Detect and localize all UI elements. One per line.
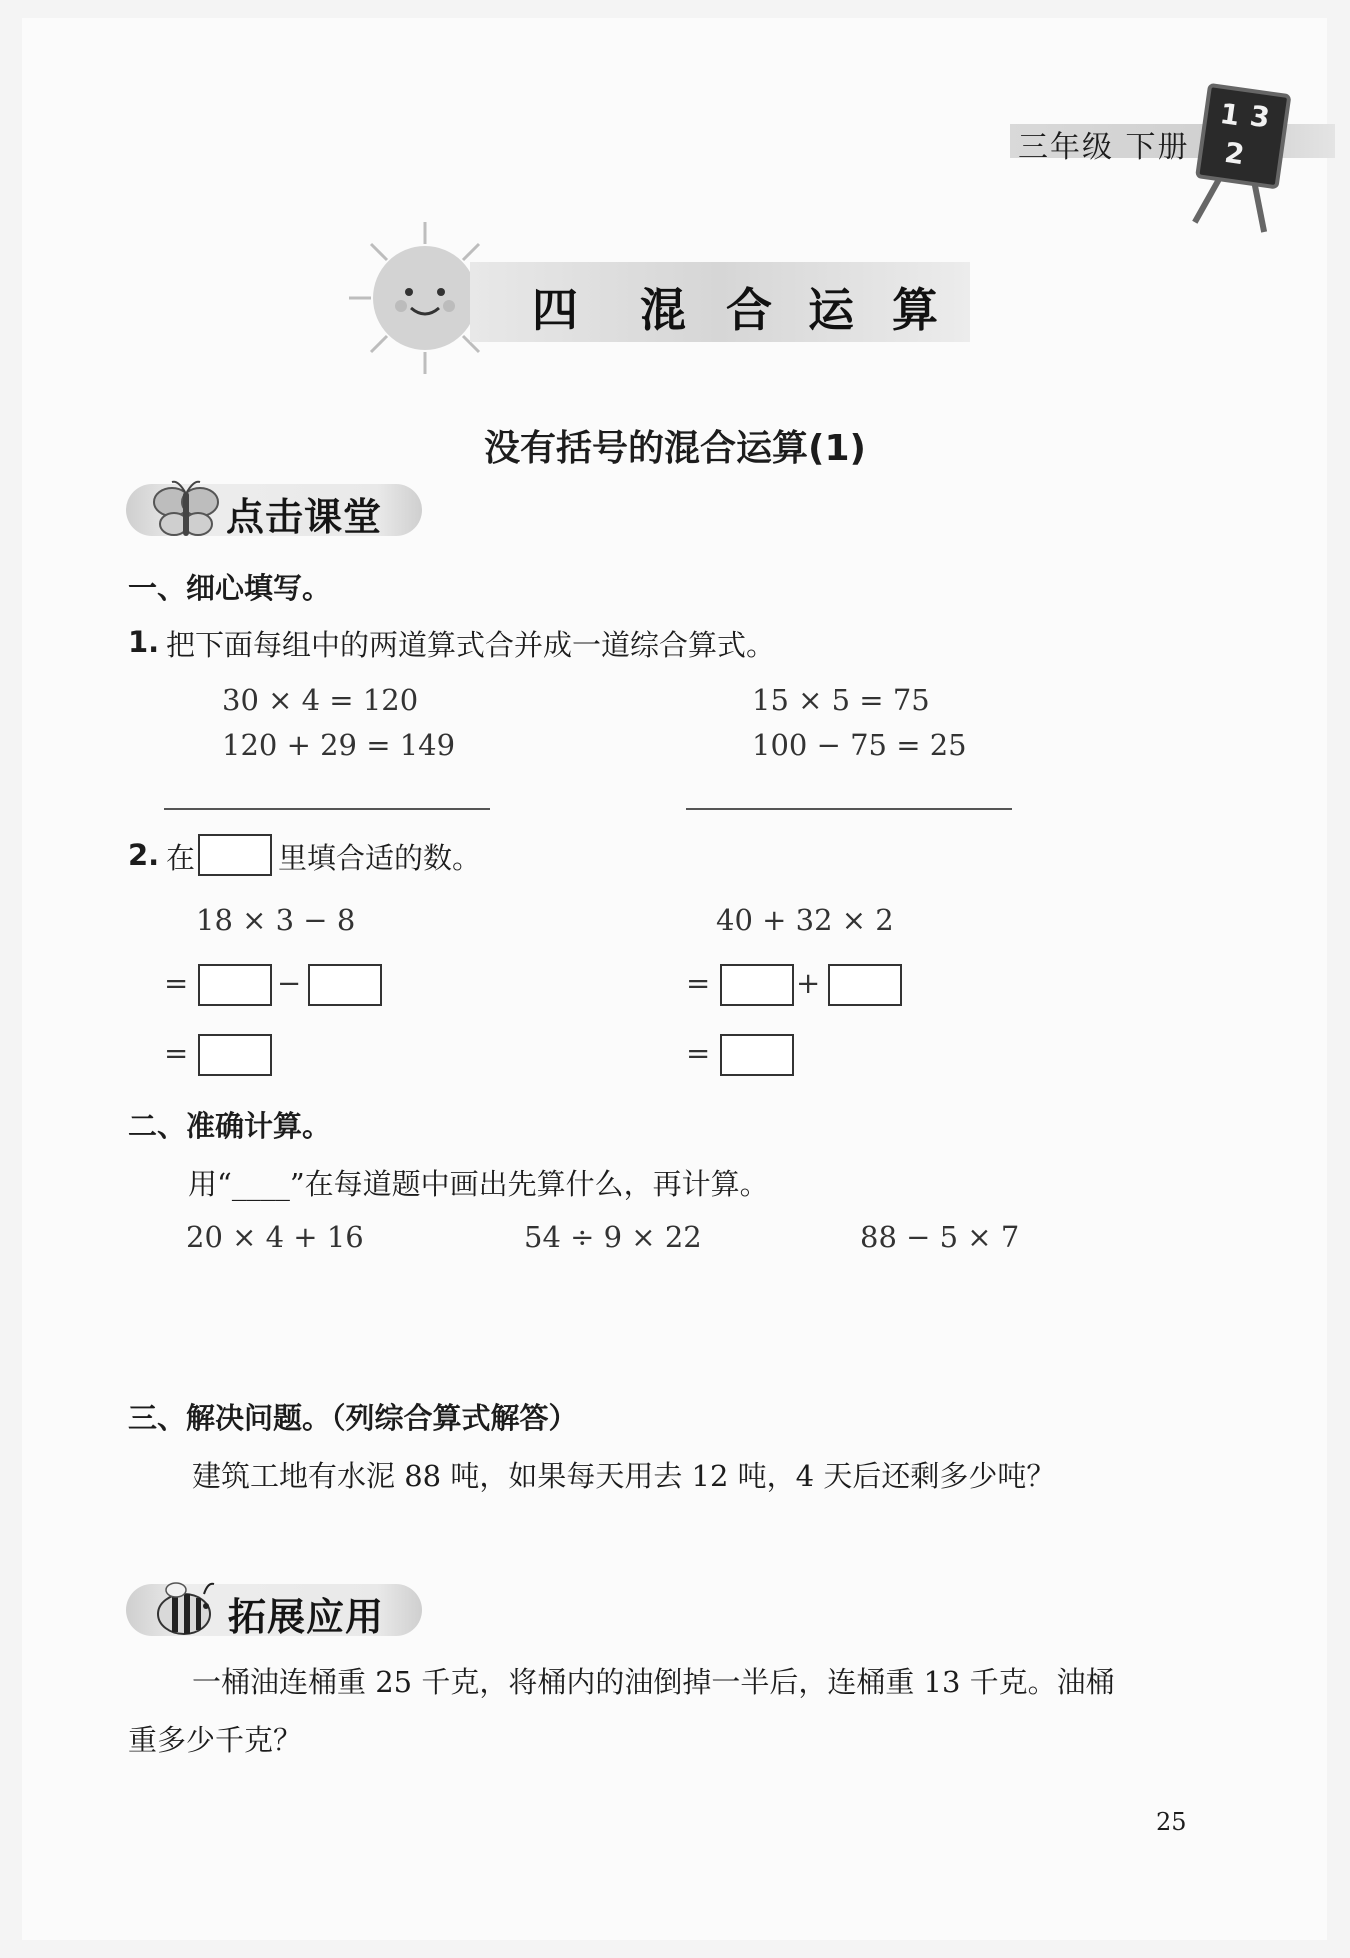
answer-box[interactable] xyxy=(828,964,902,1006)
part3-problem: 建筑工地有水泥 88 吨，如果每天用去 12 吨，4 天后还剩多少吨？ xyxy=(192,1459,1056,1493)
answer-line[interactable] xyxy=(686,808,1012,810)
calc-expr: 88 − 5 × 7 xyxy=(860,1220,1020,1254)
equals-sign: = xyxy=(686,966,711,1000)
bee-icon xyxy=(146,1576,222,1644)
answer-box[interactable] xyxy=(720,1034,794,1076)
minus-sign: − xyxy=(277,966,302,1000)
extension-problem-line1: 一桶油连桶重 25 千克，将桶内的油倒掉一半后，连桶重 13 千克。油桶 xyxy=(192,1665,1115,1699)
q2-number: 2. xyxy=(128,838,160,872)
lesson-title: 没有括号的混合运算(1) xyxy=(484,428,866,469)
q1-group-b-line1: 15 × 5 = 75 xyxy=(752,683,930,717)
part1-heading: 一、细心填写。 xyxy=(128,571,332,605)
part2-heading: 二、准确计算。 xyxy=(128,1109,332,1143)
board-digit-2: 2 xyxy=(1222,135,1247,172)
answer-box[interactable] xyxy=(198,834,272,876)
page-number: 25 xyxy=(1156,1808,1187,1836)
board-digit-3: 3 xyxy=(1247,99,1272,135)
grade-label: 三年级 下册 xyxy=(1018,130,1190,165)
extension-tab-label: 拓展应用 xyxy=(228,1595,385,1639)
chapter-title-char: 算 xyxy=(892,283,938,337)
calc-expr: 54 ÷ 9 × 22 xyxy=(524,1220,702,1254)
blackboard-icon xyxy=(1185,78,1300,248)
chapter-title-char: 运 xyxy=(808,283,854,337)
extension-problem-line2: 重多少千克？ xyxy=(128,1723,303,1757)
answer-box[interactable] xyxy=(198,964,272,1006)
q1-group-b-line2: 100 − 75 = 25 xyxy=(752,728,967,762)
chapter-title-char: 合 xyxy=(726,283,772,337)
answer-box[interactable] xyxy=(720,964,794,1006)
board-digit-1: 1 xyxy=(1217,96,1242,133)
q1-group-a-line1: 30 × 4 = 120 xyxy=(222,683,419,717)
q2-left-expr: 18 × 3 − 8 xyxy=(196,903,356,937)
part2-instruction: 用“____”在每道题中画出先算什么，再计算。 xyxy=(188,1167,769,1201)
answer-box[interactable] xyxy=(198,1034,272,1076)
q2-text-after: 里填合适的数。 xyxy=(278,841,482,875)
equals-sign: = xyxy=(164,1036,189,1070)
q2-right-expr: 40 + 32 × 2 xyxy=(716,903,894,937)
equals-sign: = xyxy=(164,966,189,1000)
plus-sign: + xyxy=(796,966,821,1000)
chapter-number: 四 xyxy=(532,283,578,337)
part3-heading: 三、解决问题。（列综合算式解答） xyxy=(128,1401,578,1435)
answer-box[interactable] xyxy=(308,964,382,1006)
q1-number: 1. xyxy=(128,625,160,659)
calc-expr: 20 × 4 + 16 xyxy=(186,1220,364,1254)
chapter-title-char: 混 xyxy=(640,283,686,337)
q1-group-a-line2: 120 + 29 = 149 xyxy=(222,728,456,762)
q1-text: 把下面每组中的两道算式合并成一道综合算式。 xyxy=(166,628,776,662)
q2-text-before: 在 xyxy=(166,841,196,875)
butterfly-icon xyxy=(150,478,222,544)
equals-sign: = xyxy=(686,1036,711,1070)
classroom-tab-label: 点击课堂 xyxy=(226,495,383,539)
answer-line[interactable] xyxy=(164,808,490,810)
